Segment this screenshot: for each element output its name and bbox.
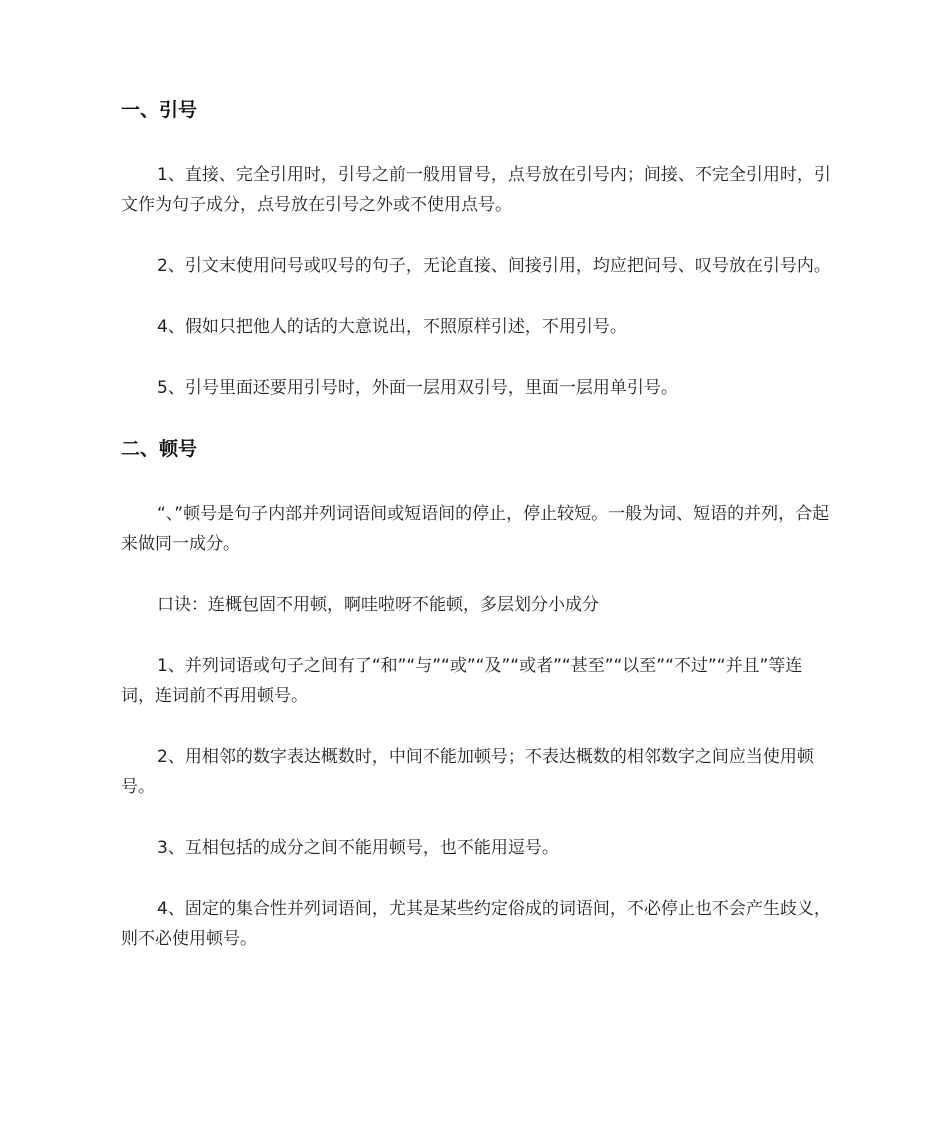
paragraph: “、”顿号是句子内部并列词语间或短语间的停止，停止较短。一般为词、短语的并列，合起来做同一成分。 (121, 504, 830, 554)
paragraph: 5、引号里面还要用引号时，外面一层用双引号，里面一层用单引号。 (157, 378, 678, 398)
section-heading-enumeration-comma: 二、顿号 (121, 438, 198, 460)
paragraph: 4、固定的集合性并列词语间，尤其是某些约定俗成的词语间，不必停止也不会产生歧义，则不必使用顿号。 (121, 899, 831, 949)
paragraph: 2、引文末使用问号或叹号的句子，无论直接、间接引用，均应把问号、叹号放在引号内。 (157, 256, 831, 276)
paragraph: 1、并列词语或句子之间有了“和”“与”“或”“及”“或者”“甚至”“以至”“不过”“并且”等连词，连词前不再用顿号。 (121, 656, 803, 706)
paragraph: 4、假如只把他人的话的大意说出，不照原样引述，不用引号。 (157, 317, 627, 337)
paragraph: 1、直接、完全引用时，引号之前一般用冒号，点号放在引号内；间接、不完全引用时，引文作为句子成分，点号放在引号之外或不使用点号。 (121, 165, 831, 215)
paragraph: 2、用相邻的数字表达概数时，中间不能加顿号；不表达概数的相邻数字之间应当使用顿号。 (121, 747, 814, 797)
document-page (121, 94, 831, 954)
paragraph: 3、互相包括的成分之间不能用顿号，也不能用逗号。 (157, 838, 559, 858)
section-heading-quotation-marks: 一、引号 (121, 99, 198, 121)
paragraph: 口诀：连概包固不用顿，啊哇啦呀不能顿，多层划分小成分 (157, 595, 599, 615)
